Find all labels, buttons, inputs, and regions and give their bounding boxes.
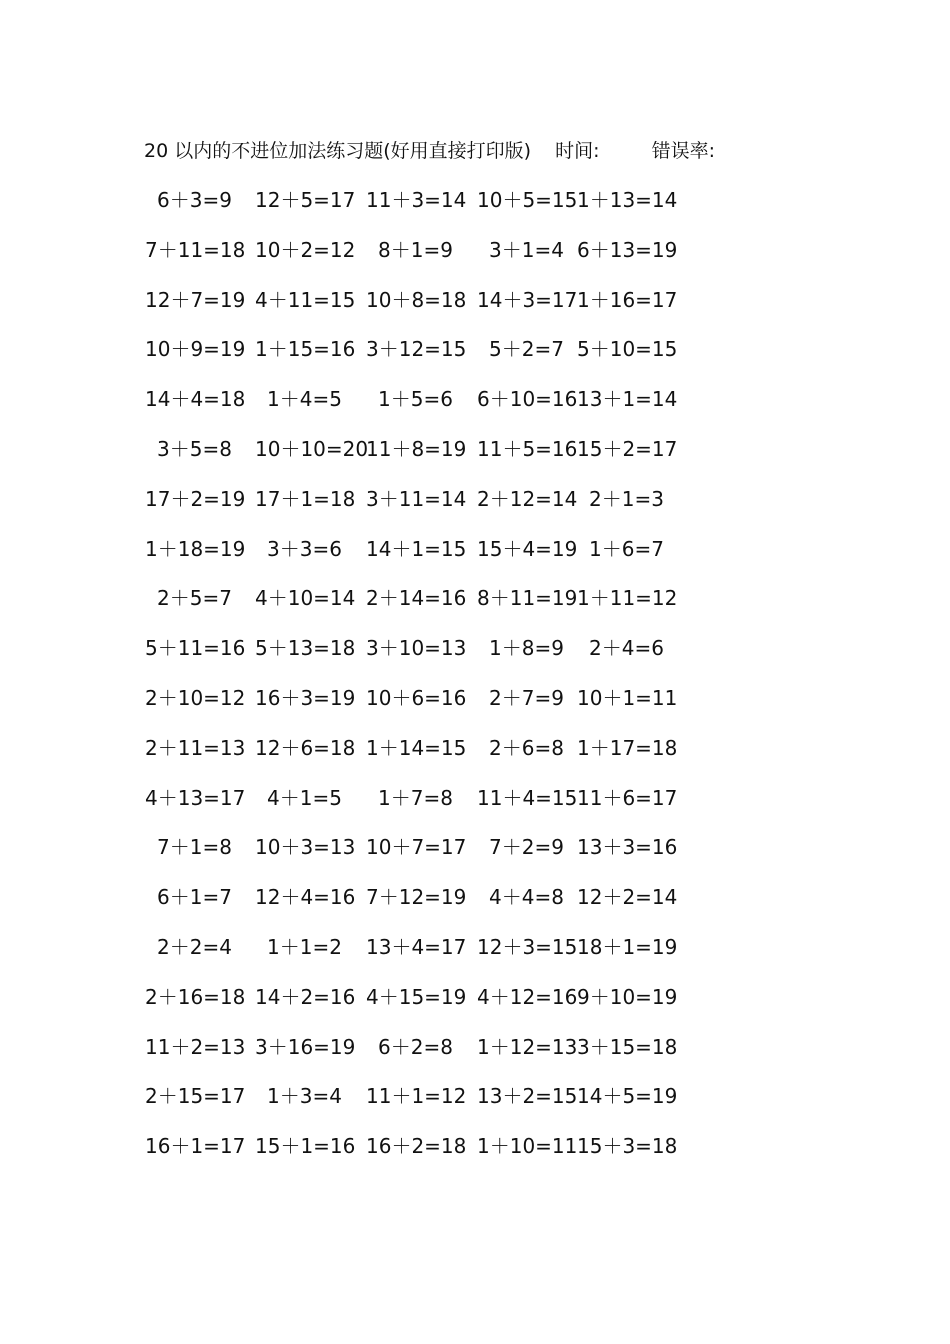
addition-problem: 3＋16=19 (255, 1034, 356, 1059)
addition-problem: 4＋15=19 (366, 984, 467, 1009)
addition-problem: 1＋8=9 (489, 636, 564, 661)
addition-problem: 4＋4=8 (489, 885, 564, 910)
addition-problem: 13＋1=14 (577, 387, 678, 412)
addition-problem: 6＋13=19 (577, 237, 678, 262)
addition-problem: 11＋8=19 (366, 436, 467, 461)
addition-problem: 2＋16=18 (145, 984, 246, 1009)
problem-row (145, 933, 705, 983)
addition-problem: 10＋1=11 (577, 685, 678, 710)
addition-problem: 2＋12=14 (477, 486, 578, 511)
problem-row (145, 1082, 705, 1132)
problem-row (145, 535, 705, 585)
addition-problem: 14＋3=17 (477, 287, 578, 312)
time-label: 时间: (555, 140, 600, 162)
addition-problem: 5＋10=15 (577, 337, 678, 362)
problem-row (145, 833, 705, 883)
problem-row (145, 1132, 705, 1182)
addition-problem: 3＋10=13 (366, 636, 467, 661)
addition-problem: 7＋1=8 (157, 835, 232, 860)
addition-problem: 1＋14=15 (366, 735, 467, 760)
problem-row (145, 435, 705, 485)
addition-problem: 1＋7=8 (378, 785, 453, 810)
addition-problem: 16＋1=17 (145, 1134, 246, 1159)
addition-problem: 14＋1=15 (366, 536, 467, 561)
addition-problem: 11＋5=16 (477, 436, 578, 461)
addition-problem: 12＋7=19 (145, 287, 246, 312)
addition-problem: 1＋5=6 (378, 387, 453, 412)
problem-row (145, 385, 705, 435)
addition-problem: 14＋2=16 (255, 984, 356, 1009)
addition-problem: 1＋16=17 (577, 287, 678, 312)
addition-problem: 13＋2=15 (477, 1084, 578, 1109)
addition-problem: 2＋5=7 (157, 586, 232, 611)
addition-problem: 5＋13=18 (255, 636, 356, 661)
addition-problem: 13＋4=17 (366, 934, 467, 959)
addition-problem: 1＋1=2 (267, 934, 342, 959)
addition-problem: 14＋5=19 (577, 1084, 678, 1109)
addition-problem: 6＋2=8 (378, 1034, 453, 1059)
addition-problem: 2＋4=6 (589, 636, 664, 661)
addition-problem: 1＋18=19 (145, 536, 246, 561)
addition-problem: 10＋10=20 (255, 436, 369, 461)
problem-row (145, 584, 705, 634)
addition-problem: 4＋12=16 (477, 984, 578, 1009)
addition-problem: 10＋7=17 (366, 835, 467, 860)
addition-problem: 2＋2=4 (157, 934, 232, 959)
addition-problem: 1＋3=4 (267, 1084, 342, 1109)
addition-problem: 4＋1=5 (267, 785, 342, 810)
addition-problem: 6＋10=16 (477, 387, 578, 412)
addition-problem: 15＋4=19 (477, 536, 578, 561)
addition-problem: 2＋6=8 (489, 735, 564, 760)
problem-row (145, 634, 705, 684)
worksheet-title: 20 以内的不进位加法练习题(好用直接打印版) (144, 140, 532, 162)
addition-problem: 16＋2=18 (366, 1134, 467, 1159)
addition-problem: 4＋10=14 (255, 586, 356, 611)
addition-problem: 3＋12=15 (366, 337, 467, 362)
addition-problem: 13＋3=16 (577, 835, 678, 860)
addition-problem: 1＋10=11 (477, 1134, 578, 1159)
addition-problem: 2＋14=16 (366, 586, 467, 611)
problem-row (145, 485, 705, 535)
addition-problem: 11＋2=13 (145, 1034, 246, 1059)
addition-problem: 1＋11=12 (577, 586, 678, 611)
addition-problem: 10＋3=13 (255, 835, 356, 860)
problem-row (145, 186, 705, 236)
addition-problem: 15＋1=16 (255, 1134, 356, 1159)
addition-problem: 6＋1=7 (157, 885, 232, 910)
addition-problem: 11＋6=17 (577, 785, 678, 810)
problem-row (145, 734, 705, 784)
problem-row (145, 335, 705, 385)
error-rate-label: 错误率: (651, 140, 716, 162)
problem-row (145, 286, 705, 336)
addition-problem: 2＋11=13 (145, 735, 246, 760)
addition-problem: 15＋2=17 (577, 436, 678, 461)
addition-problem: 14＋4=18 (145, 387, 246, 412)
addition-problem: 10＋5=15 (477, 188, 578, 212)
addition-problem: 4＋13=17 (145, 785, 246, 810)
addition-problem: 15＋3=18 (577, 1134, 678, 1159)
problem-row (145, 883, 705, 933)
addition-problem: 6＋3=9 (157, 188, 232, 212)
addition-problem: 1＋6=7 (589, 536, 664, 561)
addition-problem: 10＋9=19 (145, 337, 246, 362)
addition-problem: 3＋1=4 (489, 237, 564, 262)
addition-problem: 18＋1=19 (577, 934, 678, 959)
addition-problem: 12＋3=15 (477, 934, 578, 959)
addition-problem: 11＋4=15 (477, 785, 578, 810)
addition-problem: 12＋5=17 (255, 188, 356, 212)
addition-problem: 17＋2=19 (145, 486, 246, 511)
problem-row (145, 983, 705, 1033)
addition-problem: 7＋11=18 (145, 237, 246, 262)
addition-problem: 3＋3=6 (267, 536, 342, 561)
addition-problem: 11＋3=14 (366, 188, 467, 212)
addition-problem: 4＋11=15 (255, 287, 356, 312)
addition-problem: 16＋3=19 (255, 685, 356, 710)
worksheet-title-line (144, 138, 715, 164)
addition-problem: 9＋10=19 (577, 984, 678, 1009)
addition-problem: 5＋11=16 (145, 636, 246, 661)
addition-problem: 10＋8=18 (366, 287, 467, 312)
addition-problem: 2＋10=12 (145, 685, 246, 710)
addition-problem: 12＋4=16 (255, 885, 356, 910)
addition-problem: 2＋1=3 (589, 486, 664, 511)
addition-problem: 10＋2=12 (255, 237, 356, 262)
addition-problem: 5＋2=7 (489, 337, 564, 362)
addition-problem: 1＋4=5 (267, 387, 342, 412)
addition-problem: 12＋6=18 (255, 735, 356, 760)
addition-problem: 1＋12=13 (477, 1034, 578, 1059)
addition-problem: 7＋2=9 (489, 835, 564, 860)
addition-problem: 8＋11=19 (477, 586, 578, 611)
addition-problem: 1＋17=18 (577, 735, 678, 760)
addition-problem: 3＋11=14 (366, 486, 467, 511)
addition-problem: 8＋1=9 (378, 237, 453, 262)
problem-row (145, 1033, 705, 1083)
addition-problem: 1＋15=16 (255, 337, 356, 362)
addition-problem: 10＋6=16 (366, 685, 467, 710)
addition-problem: 11＋1=12 (366, 1084, 467, 1109)
addition-problem: 12＋2=14 (577, 885, 678, 910)
addition-problem: 17＋1=18 (255, 486, 356, 511)
addition-problem: 3＋5=8 (157, 436, 232, 461)
addition-problem: 7＋12=19 (366, 885, 467, 910)
problem-row (145, 236, 705, 286)
problem-row (145, 784, 705, 834)
addition-problem: 2＋15=17 (145, 1084, 246, 1109)
problem-row (145, 684, 705, 734)
problem-grid (145, 186, 705, 1182)
addition-problem: 1＋13=14 (577, 188, 678, 212)
addition-problem: 3＋15=18 (577, 1034, 678, 1059)
addition-problem: 2＋7=9 (489, 685, 564, 710)
